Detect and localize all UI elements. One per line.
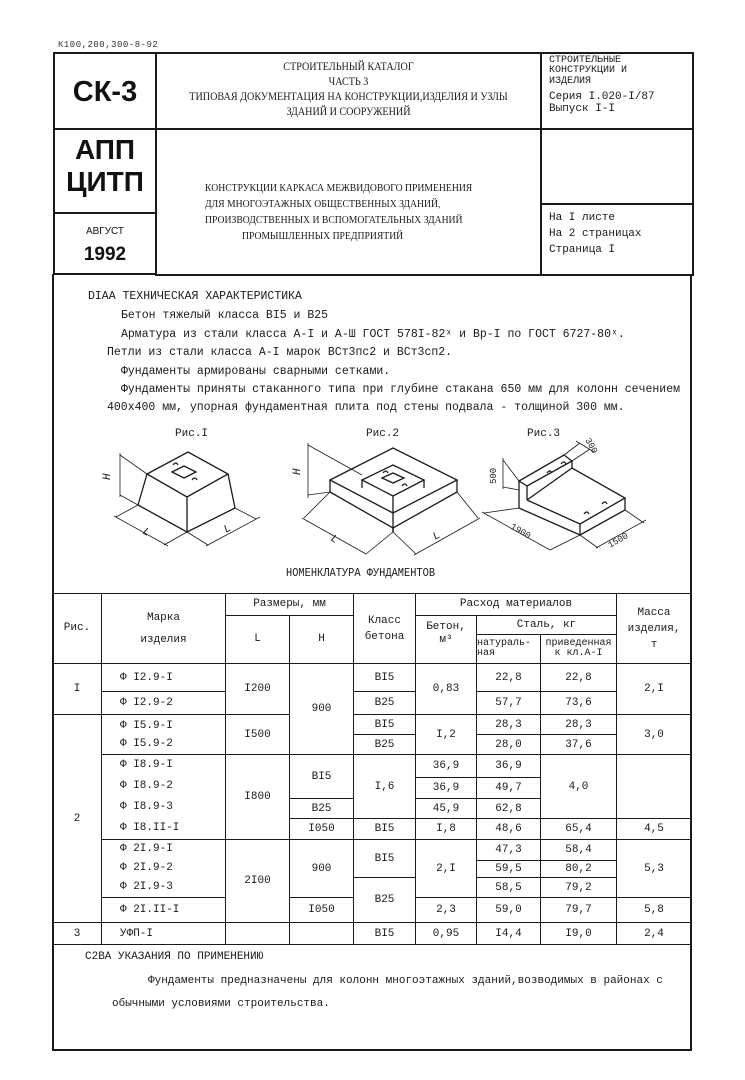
cell-mark: Ф I8.9-I Ф I8.9-2 Ф I8.9-3 Ф I8.II-I <box>102 755 226 840</box>
tech-line: Арматура из стали класса А-I и А-Ш ГОСТ 578I-82ˣ и Вр-I по ГОСТ 6727-80ˣ. <box>121 328 625 341</box>
date-month: АВГУСТ <box>85 226 125 237</box>
cell-l: I500 <box>226 715 290 755</box>
figure-1-dim-l: L <box>222 522 234 537</box>
cell-fig: 3 <box>53 923 102 945</box>
header-consumption: Расход материалов <box>416 594 617 616</box>
org-name-line1: АПП <box>74 134 136 165</box>
header-steel-reduced: приведенная к кл.А-I <box>541 635 617 664</box>
cell-steel-natural: I4,4 <box>477 923 541 945</box>
usage-line: Фундаменты предназначены для колонн многоэтажных зданий,возводимых в районах с <box>148 975 663 987</box>
series-code: СК-3 <box>72 76 138 108</box>
page-count: На 2 страницах <box>549 228 642 240</box>
series-number: Серия I.020-I/87 <box>549 91 655 103</box>
header-steel-natural: натураль- ная <box>477 635 541 664</box>
figure-3-caption: Рис.3 <box>527 428 561 440</box>
cell-concrete: 0,95 <box>416 923 477 945</box>
cell-steel-reduced: 79,7 <box>541 898 617 923</box>
cell-class: B25 <box>354 878 416 923</box>
header-fig: Рис. <box>53 594 102 664</box>
section-line: ИЗДЕЛИЯ <box>549 76 592 87</box>
cell-steel-natural: 28,0 <box>477 735 541 755</box>
cell-l: I800 <box>226 755 290 840</box>
section-line: СТРОИТЕЛЬНЫЕ <box>549 55 622 66</box>
cell-steel-reduced: 49,7 <box>477 777 541 799</box>
document-title-line: КОНСТРУКЦИИ КАРКАСА МЕЖВИДОВОГО ПРИМЕНЕНИЯ <box>205 182 473 194</box>
sheet-count: На I листе <box>549 212 616 224</box>
cell-mass: 2,4 <box>617 923 692 945</box>
catalog-title-line: ЗДАНИЙ И СООРУЖЕНИЙ <box>286 106 411 118</box>
section-info <box>549 56 655 115</box>
cell-mass: 2,I <box>617 664 692 715</box>
figure-3-dim-length: 1900 <box>508 521 533 542</box>
cell-class: BI5 <box>354 664 416 692</box>
page-number: Страница I <box>549 244 616 256</box>
cell-class: BI5 <box>354 923 416 945</box>
sheet-info <box>549 210 641 258</box>
catalog-title-line: СТРОИТЕЛЬНЫЙ КАТАЛОГ <box>283 61 414 73</box>
figure-3-dim-top: 300 <box>582 436 600 456</box>
cell-steel-reduced: 28,3 <box>541 715 617 735</box>
cell-concrete: 2,I <box>416 840 477 898</box>
figure-1-dim-h: H <box>102 473 114 480</box>
catalog-title-line: ЧАСТЬ 3 <box>328 76 369 88</box>
figure-3-dim-width: 1500 <box>606 531 631 551</box>
figure-3-dim-height: 500 <box>489 467 499 484</box>
catalog-title-line: ТИПОВАЯ ДОКУМЕНТАЦИЯ НА КОНСТРУКЦИИ,ИЗДЕЛИЯ И УЗЛЫ <box>189 91 508 103</box>
tech-heading: DIAA ТЕХНИЧЕСКАЯ ХАРАКТЕРИСТИКА <box>88 290 302 303</box>
document-title-line: ДЛЯ МНОГОЭТАЖНЫХ ОБЩЕСТВЕННЫХ ЗДАНИЙ, <box>205 198 441 210</box>
cell-h <box>290 923 354 945</box>
header-steel: Сталь, кг <box>477 616 617 635</box>
figure-2-dim-l: L <box>431 529 443 544</box>
tech-line: Петли из стали класса А-I марок ВСт3пс2 и ВСт3сп2. <box>107 346 453 359</box>
document-title-line: ПРОМЫШЛЕННЫХ ПРЕДПРИЯТИЙ <box>241 230 404 242</box>
nomenclature-table <box>52 593 692 945</box>
cell-steel-natural: 47,3 <box>477 840 541 861</box>
figure-1-dim-l: L <box>140 526 152 540</box>
cell-steel-natural: 45,9 <box>416 799 477 819</box>
cell-steel-natural: 59,0 <box>477 898 541 923</box>
tech-line: Фундаменты армированы сварными сетками. <box>121 365 391 378</box>
header-concrete: Бетон, м³ <box>416 616 477 664</box>
cell-class: BI5 <box>354 840 416 878</box>
cell-concrete: I,8 <box>416 819 477 840</box>
table-row <box>53 664 692 692</box>
cell-fig: I <box>53 664 102 715</box>
figure-2-dim-l: L <box>328 533 340 547</box>
table-row <box>53 715 692 735</box>
cell-class: B25 <box>354 692 416 715</box>
cell-concrete: I,6 <box>354 755 416 819</box>
header-mark: Марка изделия <box>102 594 226 664</box>
cell-mass: 4,0 <box>541 755 617 819</box>
cell-class: BI5 <box>290 755 354 799</box>
cell-mass: 4,5 <box>617 819 692 840</box>
cell-concrete: 0,83 <box>416 664 477 715</box>
table-row <box>53 840 692 861</box>
header-mass: Масса изделия, т <box>617 594 692 664</box>
cell-steel-reduced: 62,8 <box>477 799 541 819</box>
tech-line: 400х400 мм, упорная фундаментная плита под стены подвала - толщиной 300 мм. <box>107 401 625 414</box>
cell-l: 2I00 <box>226 840 290 923</box>
header-h: H <box>290 616 354 664</box>
table-row <box>53 923 692 945</box>
document-title <box>205 180 509 244</box>
section-line: КОНСТРУКЦИИ И <box>549 65 628 76</box>
cell-steel-natural: 22,8 <box>477 664 541 692</box>
nomenclature-title: НОМЕНКЛАТУРА ФУНДАМЕНТОВ <box>286 567 436 580</box>
cell-l <box>226 923 290 945</box>
cell-steel-reduced: I9,0 <box>541 923 617 945</box>
cell-mark: Ф 2I.9-I Ф 2I.9-2 Ф 2I.9-3 <box>102 840 226 898</box>
cell-steel-reduced: 79,2 <box>541 878 617 898</box>
table-row <box>53 755 692 778</box>
document-title-line: ПРОИЗВОДСТВЕННЫХ И ВСПОМОГАТЕЛЬНЫХ ЗДАНИЙ <box>205 214 463 226</box>
cell-mass: 5,3 <box>617 840 692 898</box>
cell-h: I050 <box>290 898 354 923</box>
catalog-title <box>157 60 540 120</box>
cell-mark: Ф I2.9-I <box>102 664 226 692</box>
cell-steel-reduced: 80,2 <box>541 861 617 878</box>
cell-mark: Ф 2I.II-I <box>102 898 226 923</box>
cell-class: B25 <box>354 735 416 755</box>
figure-2-dim-h: H <box>292 468 304 475</box>
header-l: L <box>226 616 290 664</box>
cell-steel-reduced: 22,8 <box>541 664 617 692</box>
usage-heading: C2BA УКАЗАНИЯ ПО ПРИМЕНЕНИЮ <box>85 951 264 963</box>
frame-bottom <box>52 1049 692 1051</box>
figure-2-drawing <box>302 443 480 555</box>
cell-steel-reduced: 36,9 <box>477 755 541 778</box>
issue-number: Выпуск I-I <box>549 103 616 115</box>
cell-h: 900 <box>290 840 354 898</box>
cell-h: I050 <box>290 819 354 840</box>
cell-mark: Ф I5.9-I Ф I5.9-2 <box>102 715 226 755</box>
cell-steel-natural: 36,9 <box>416 755 477 778</box>
cell-steel-reduced: 65,4 <box>541 819 617 840</box>
cell-mark: УФП-I <box>102 923 226 945</box>
foundation-figures <box>80 420 680 590</box>
cell-mark: Ф I2.9-2 <box>102 692 226 715</box>
cell-steel-natural: 59,5 <box>477 861 541 878</box>
cell-l: I200 <box>226 664 290 715</box>
usage-line: обычными условиями строительства. <box>112 998 330 1010</box>
cell-class: BI5 <box>354 715 416 735</box>
figure-1-drawing <box>114 452 260 546</box>
cell-concrete: 2,3 <box>416 898 477 923</box>
cell-steel-natural: 28,3 <box>477 715 541 735</box>
header-class: Класс бетона <box>354 594 416 664</box>
header-dims: Размеры, мм <box>226 594 354 616</box>
table-row <box>53 692 692 715</box>
cell-steel-natural: 36,9 <box>416 777 477 799</box>
cell-fig: 2 <box>53 715 102 923</box>
cell-mass: 5,8 <box>617 898 692 923</box>
cell-concrete: I,2 <box>416 715 477 755</box>
tech-line: Фундаменты приняты стаканного типа при глубине стакана 650 мм для колонн сечением <box>121 383 680 396</box>
figure-1-caption: Рис.I <box>175 428 209 440</box>
cell-mass: 3,0 <box>617 715 692 755</box>
cell-class: BI5 <box>354 819 416 840</box>
tech-line: Бетон тяжелый класса BI5 и B25 <box>121 309 329 322</box>
cell-h: 900 <box>290 664 354 755</box>
cell-steel-reduced: 73,6 <box>541 692 617 715</box>
cell-steel-reduced: 58,4 <box>541 840 617 861</box>
cell-class: B25 <box>290 799 354 819</box>
cell-steel-natural: 58,5 <box>477 878 541 898</box>
date-year: 1992 <box>83 244 127 265</box>
document-code: К100,200,300-8-92 <box>58 40 159 50</box>
cell-steel-natural: 48,6 <box>477 819 541 840</box>
org-name-line2: ЦИТП <box>66 166 144 197</box>
figure-2-caption: Рис.2 <box>366 428 400 440</box>
cell-steel-reduced: 37,6 <box>541 735 617 755</box>
cell-steel-natural: 57,7 <box>477 692 541 715</box>
